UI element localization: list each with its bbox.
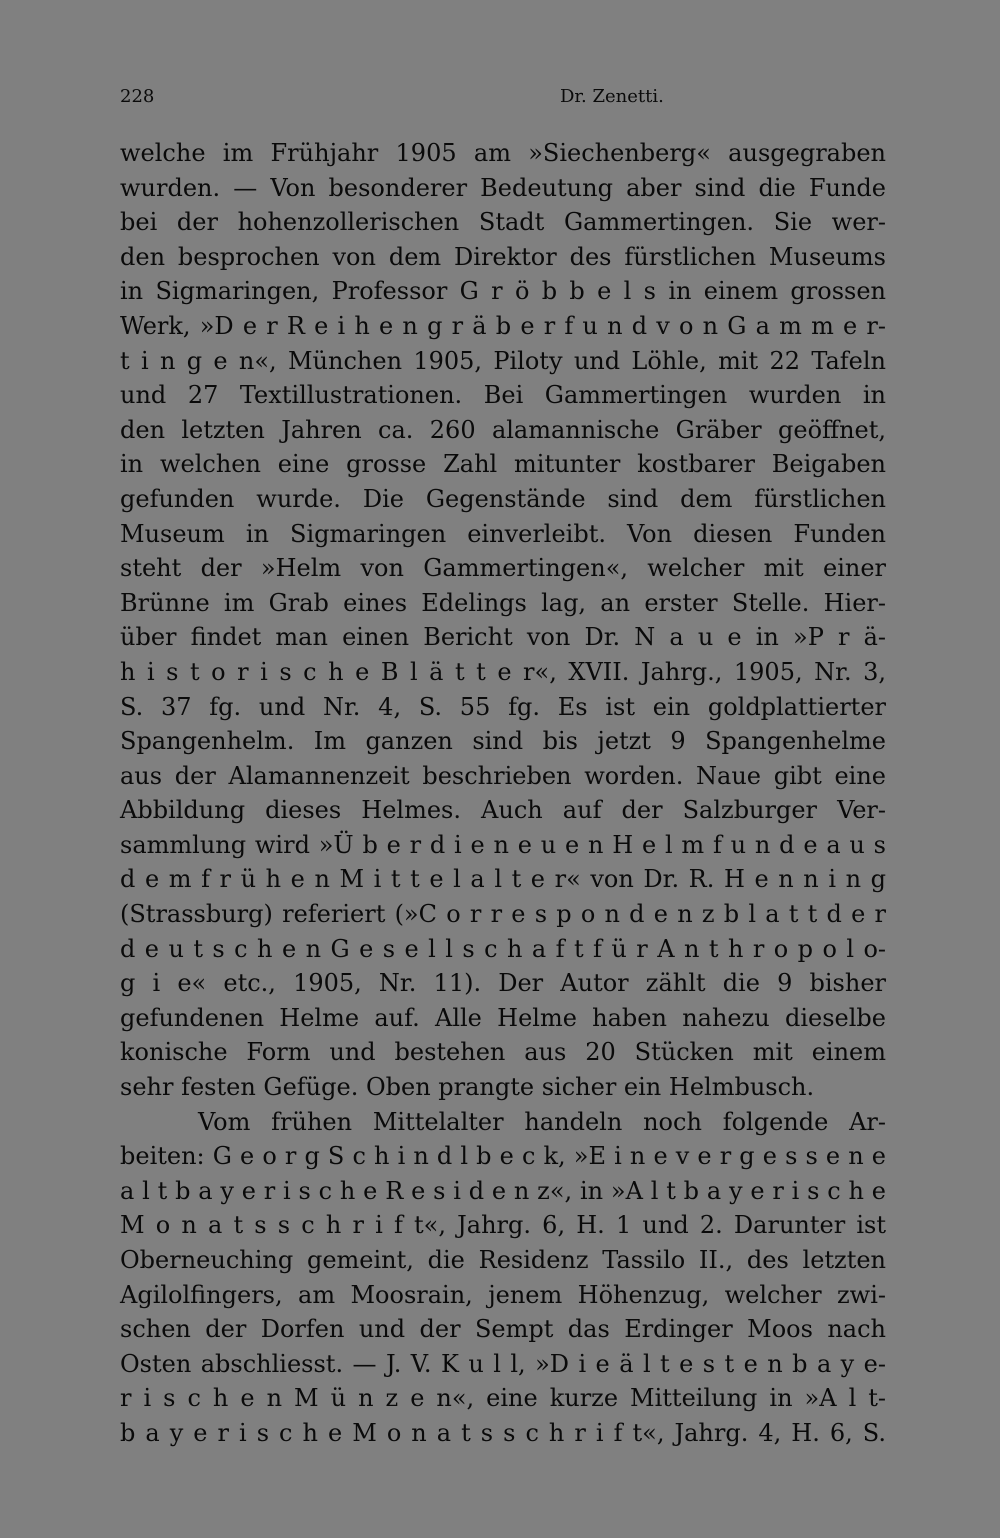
text-line: in welchen eine grosse Zahl mitunter kostbarer Beigaben: [120, 450, 886, 479]
text-line: über findet man einen Bericht von Dr. N a u e in »P r ä-: [120, 623, 886, 652]
text-line: wurden. — Von besonderer Bedeutung aber sind die Funde: [120, 173, 886, 202]
text-line: Oberneuching gemeint, die Residenz Tassilo II., des letzten: [120, 1246, 886, 1274]
page-number: 228: [120, 86, 155, 107]
text-line: Museum in Sigmaringen einverleibt. Von diesen Funden: [120, 519, 886, 548]
text-line: Agilolfingers, am Moosrain, jenem Höhenzug, welcher zwi-: [120, 1280, 886, 1309]
text-line: h i s t o r i s c h e B l ä t t e r«, XVII. Jahrg., 1905, Nr. 3,: [120, 657, 886, 686]
text-line: sammlung wird »Ü b e r d i e n e u e n H e l m f u n d e a u s: [120, 830, 886, 859]
text-line: gefunden wurde. Die Gegenstände sind dem fürstlichen: [120, 484, 886, 513]
text-line: den letzten Jahren ca. 260 alamannische Gräber geöffnet,: [120, 415, 886, 444]
running-title: Dr. Zenetti.: [560, 86, 664, 107]
page-header: [120, 86, 886, 114]
text-line: gefundenen Helme auf. Alle Helme haben nahezu dieselbe: [120, 1003, 886, 1032]
text-line: a l t b a y e r i s c h e R e s i d e n z«, in »A l t b a y e r i s c h e: [120, 1176, 886, 1205]
text-line: konische Form und bestehen aus 20 Stücken mit einem: [120, 1038, 886, 1067]
text-line: den besprochen von dem Direktor des fürstlichen Museums: [120, 242, 886, 271]
text-line: Werk, »D e r R e i h e n g r ä b e r f u n d v o n G a m m e r-: [120, 311, 886, 340]
text-line: S. 37 fg. und Nr. 4, S. 55 fg. Es ist ein goldplattierter: [120, 692, 886, 721]
text-line: steht der »Helm von Gammertingen«, welcher mit einer: [120, 554, 886, 583]
paragraph-end-line: sehr festen Gefüge. Oben prangte sicher ein Helmbusch.: [120, 1073, 815, 1102]
text-line: d e m f r ü h e n M i t t e l a l t e r« von Dr. R. H e n n i n g: [120, 865, 886, 894]
text-line: bei der hohenzollerischen Stadt Gammertingen. Sie wer-: [120, 208, 886, 237]
text-line: und 27 Textillustrationen. Bei Gammertingen wurden in: [120, 381, 886, 410]
text-line: r i s c h e n M ü n z e n«, eine kurze Mitteilung in »A l t-: [120, 1384, 886, 1413]
text-line: t i n g e n«, München 1905, Piloty und Löhle, mit 22 Tafeln: [120, 346, 886, 375]
text-line: Brünne im Grab eines Edelings lag, an erster Stelle. Hier-: [120, 588, 886, 617]
text-line: aus der Alamannenzeit beschrieben worden. Naue gibt eine: [120, 761, 886, 790]
text-line: welche im Frühjahr 1905 am »Siechenberg« ausgegraben: [120, 139, 886, 167]
text-line: Abbildung dieses Helmes. Auch auf der Salzburger Ver-: [120, 796, 886, 825]
text-line: in Sigmaringen, Professor G r ö b b e l s in einem grossen: [120, 277, 886, 306]
text-line: schen der Dorfen und der Sempt das Erdinger Moos nach: [120, 1315, 886, 1344]
text-line: Spangenhelm. Im ganzen sind bis jetzt 9 Spangenhelme: [120, 727, 886, 756]
text-line: d e u t s c h e n G e s e l l s c h a f t f ü r A n t h r o p o l o-: [120, 934, 886, 963]
text-line: b a y e r i s c h e M o n a t s s c h r i f t«, Jahrg. 4, H. 6, S.: [120, 1418, 886, 1447]
text-line: (Strassburg) referiert (»C o r r e s p o n d e n z b l a t t d e r: [120, 900, 886, 929]
body-text: [120, 136, 886, 1451]
paragraph-start-line: Vom frühen Mittelalter handeln noch folgende Ar-: [198, 1107, 886, 1136]
text-line: beiten: G e o r g S c h i n d l b e c k, »E i n e v e r g e s s e n e: [120, 1142, 886, 1171]
text-line: g i e« etc., 1905, Nr. 11). Der Autor zählt die 9 bisher: [120, 969, 886, 998]
text-line: M o n a t s s c h r i f t«, Jahrg. 6, H. 1 und 2. Darunter ist: [120, 1211, 886, 1240]
text-line: Osten abschliesst. — J. V. K u l l, »D i e ä l t e s t e n b a y e-: [120, 1349, 886, 1378]
